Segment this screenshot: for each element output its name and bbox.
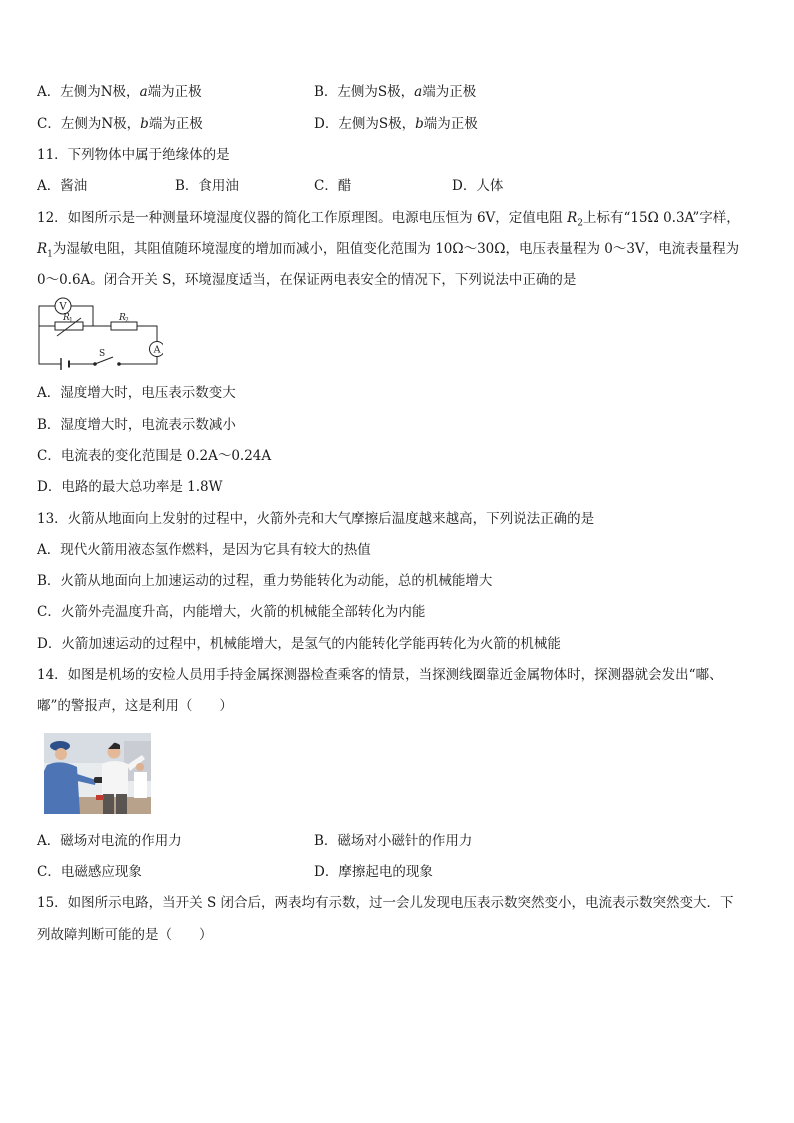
q10-option-b-term: a (414, 84, 423, 100)
q11-option-a: A．酱油 (37, 178, 88, 194)
passenger-leg-right (116, 794, 127, 814)
voltmeter-left-wire (39, 306, 55, 326)
q10-option-a (37, 83, 202, 101)
r2-resistor (111, 322, 137, 330)
q12-stem-2-sub: 1 (47, 249, 53, 260)
q13-option-b: B．火箭从地面向上加速运动的过程，重力势能转化为动能，总的机械能增大 (37, 573, 493, 589)
q13-option-d: D．火箭加速运动的过程中，机械能增大，是氢气的内能转化学能再转化为火箭的机械能 (37, 636, 561, 652)
q11-option-d: D．人体 (452, 178, 504, 194)
q12-option-c: C．电流表的变化范围是 0.2A～0.24A (37, 448, 272, 464)
q14-stem-line-2: 嘟”的警报声，这是利用（ ） (37, 698, 233, 714)
switch-pivot (94, 363, 97, 366)
circuit-switch-wire (119, 356, 157, 364)
q14-stem-line-1: 14．如图是机场的安检人员用手持金属探测器检查乘客的情景，当探测线圈靠近金属物体时，探测器就会发出“嘟、 (37, 667, 723, 683)
q12-stem-2b: 为湿敏电阻，其阻值随环境湿度的增加而减小，阻值变化范围为 10Ω～30Ω，电压表量程为 0～3V，电流表量程为 (52, 241, 740, 257)
q10-option-d-tail: 端为正极 (423, 116, 478, 132)
passenger-shirt (102, 761, 128, 795)
q10-option-d (314, 115, 478, 133)
photo-red-item (96, 795, 104, 800)
q12-stem-1b: 上标有“15Ω 0.3A”字样， (583, 210, 740, 226)
q12-option-a: A．湿度增大时，电压表示数变大 (37, 385, 236, 401)
q14-option-d: D．摩擦起电的现象 (314, 864, 433, 880)
q11-option-c: C．醋 (314, 178, 352, 194)
circuit-left-wire (39, 326, 61, 364)
q12-stem-1-sub: 2 (577, 218, 584, 229)
q12-stem-1a: 12．如图所示是一种测量环境湿度仪器的简化工作原理图。电源电压恒为 6V，定值电阻 (37, 210, 568, 226)
q12-stem-line-1 (37, 209, 740, 233)
q10-option-c-term: b (140, 116, 149, 132)
q12-option-d: D．电路的最大总功率是 1.8W (37, 479, 223, 495)
r2-label: R (119, 313, 126, 323)
q13-option-c: C．火箭外壳温度升高，内能增大，火箭的机械能全部转化为内能 (37, 604, 426, 620)
circuit-right-wire (137, 326, 157, 342)
ammeter-label: A (153, 344, 161, 356)
q12-option-b: B．湿度增大时，电流表示数减小 (37, 417, 236, 433)
q10-option-d-term: b (415, 116, 424, 132)
q11-option-b: B．食用油 (175, 178, 239, 194)
officer-body (44, 762, 80, 814)
officer-head (55, 748, 67, 760)
q10-option-a-text: A．左侧为N极， (37, 84, 140, 100)
r2-label-sub: 2 (125, 317, 129, 324)
q10-option-d-text: D．左侧为S极， (314, 116, 416, 132)
background-person-head (136, 763, 144, 771)
q10-option-a-tail: 端为正极 (147, 84, 202, 100)
q12-stem-line-2 (37, 240, 739, 264)
switch-contact (118, 363, 121, 366)
q12-stem-line-3: 0～0.6A。闭合开关 S，环境湿度适当，在保证两电表安全的情况下，下列说法中正确的是 (37, 272, 577, 288)
q15-stem-line-1: 15．如图所示电路，当开关 S 闭合后，两表均有示数，过一会儿发现电压表示数突然变小，电流表示数突然变大．下 (37, 895, 734, 911)
passenger-leg-left (103, 794, 114, 814)
q14-option-b: B．磁场对小磁针的作用力 (314, 833, 473, 849)
q10-option-b-tail: 端为正极 (422, 84, 477, 100)
q14-option-a: A．磁场对电流的作用力 (37, 833, 182, 849)
q12-circuit-diagram (33, 294, 163, 370)
r1-label: R (63, 313, 70, 323)
q13-option-a: A．现代火箭用液态氢作燃料，是因为它具有较大的热值 (37, 542, 371, 558)
q12-stem-1-r: R (567, 210, 578, 226)
q14-security-check-photo (44, 733, 151, 814)
q10-option-b (314, 83, 476, 101)
q12-stem-2-r: R (37, 241, 48, 257)
voltmeter-label: V (59, 301, 67, 313)
q10-option-a-term: a (139, 84, 148, 100)
r1-label-sub: 1 (69, 317, 73, 324)
q10-option-c-text: C．左侧为N极， (37, 116, 141, 132)
q13-stem: 13．火箭从地面向上发射的过程中，火箭外壳和大气摩擦后温度越来越高，下列说法正确的是 (37, 511, 595, 527)
background-person-body (134, 772, 147, 798)
q14-option-c: C．电磁感应现象 (37, 864, 142, 880)
q10-option-b-text: B．左侧为S极， (314, 84, 415, 100)
q15-stem-line-2: 列故障判断可能的是（ ） (37, 927, 213, 943)
switch-label: S (99, 349, 106, 359)
q11-stem: 11．下列物体中属于绝缘体的是 (37, 147, 230, 163)
q10-option-c-tail: 端为正极 (148, 116, 203, 132)
q10-option-c (37, 115, 203, 133)
